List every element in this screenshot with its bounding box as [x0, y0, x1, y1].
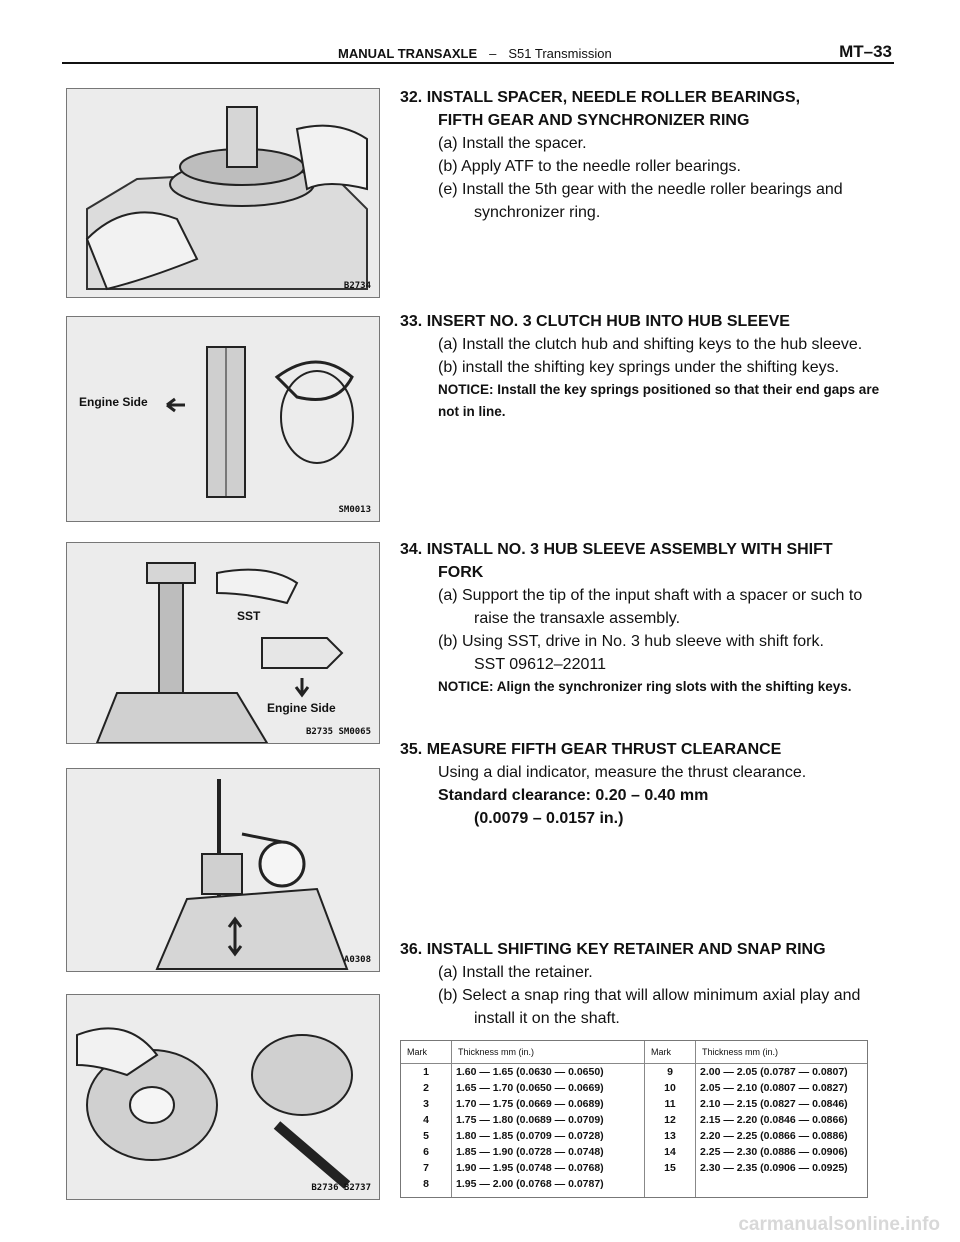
- sst-label: SST: [237, 609, 261, 623]
- step-36: [400, 938, 890, 1030]
- table-cell: 7: [423, 1162, 429, 1174]
- step-34: [400, 538, 890, 698]
- table-cell: 9: [667, 1066, 673, 1078]
- step-title: 34. INSTALL NO. 3 HUB SLEEVE ASSEMBLY WITH SHIFT: [400, 541, 833, 558]
- table-cell: 1.60 — 1.65 (0.0630 — 0.0650): [456, 1066, 604, 1078]
- engine-side-label: Engine Side: [79, 395, 148, 409]
- substep-e: (e) Install the 5th gear with the needle roller bearings and synchronizer ring.: [438, 181, 843, 221]
- figure-illustration: [67, 769, 379, 971]
- table-cell: 15: [664, 1162, 676, 1174]
- thickness-right: [696, 1064, 868, 1198]
- table-cell: 13: [664, 1130, 676, 1142]
- table-cell: 6: [423, 1146, 429, 1158]
- table-cell: 1.80 — 1.85 (0.0709 — 0.0728): [456, 1130, 604, 1142]
- marks-right: [645, 1064, 696, 1198]
- step-32: [400, 86, 890, 224]
- substep-b: (b) Apply ATF to the needle roller bearings.: [438, 158, 741, 175]
- figure-illustration: [67, 995, 379, 1199]
- substep-b: (b) install the shifting key springs under the shifting keys.: [438, 359, 840, 376]
- column-header-thickness: Thickness mm (in.): [452, 1041, 645, 1064]
- header-separator: –: [489, 46, 497, 61]
- substep-a: (a) Support the tip of the input shaft with a spacer or such to raise the transaxle assembly.: [438, 587, 863, 627]
- step-title: 33. INSERT NO. 3 CLUTCH HUB INTO HUB SLEEVE: [400, 313, 790, 330]
- table-cell: 3: [423, 1098, 429, 1110]
- table-cell: 1.75 — 1.80 (0.0689 — 0.0709): [456, 1114, 604, 1126]
- column-header-thickness: Thickness mm (in.): [696, 1041, 868, 1064]
- table-cell: 8: [423, 1178, 429, 1190]
- figure-code: SM0013: [338, 505, 371, 515]
- table-cell: 1.65 — 1.70 (0.0650 — 0.0669): [456, 1082, 604, 1094]
- page-number: MT–33: [839, 42, 892, 61]
- table-cell: 1: [423, 1066, 429, 1078]
- table-cell: 4: [423, 1114, 429, 1126]
- figure-sst-drive: [66, 542, 380, 744]
- table-cell: 1.70 — 1.75 (0.0669 — 0.0689): [456, 1098, 604, 1110]
- table-cell: 1.85 — 1.90 (0.0728 — 0.0748): [456, 1146, 604, 1158]
- table-cell: 2: [423, 1082, 429, 1094]
- step-35: [400, 738, 890, 830]
- figure-fifth-gear-install: [66, 88, 380, 298]
- table-body-row: [401, 1064, 867, 1198]
- snap-ring-table: [400, 1040, 868, 1198]
- thickness-left: [452, 1064, 645, 1198]
- step-title: 32. INSTALL SPACER, NEEDLE ROLLER BEARINGS,: [400, 89, 801, 106]
- column-header-mark: Mark: [401, 1041, 452, 1064]
- engine-side-label: Engine Side: [267, 701, 336, 715]
- figure-illustration: [67, 89, 379, 297]
- table-header-row: [401, 1041, 867, 1064]
- table-cell: 2.05 — 2.10 (0.0807 — 0.0827): [700, 1082, 848, 1094]
- substep-a: (a) Install the retainer.: [438, 964, 593, 981]
- substep-b: (b) Select a snap ring that will allow minimum axial play and install it on the shaft.: [438, 987, 861, 1027]
- figure-code: B2735 SM0065: [305, 727, 371, 737]
- standard-clearance-inch: (0.0079 – 0.0157 in.): [474, 810, 624, 827]
- watermark: carmanualsonline.info: [738, 1214, 940, 1235]
- step-title-cont: FORK: [438, 564, 484, 581]
- table-cell: 2.25 — 2.30 (0.0886 — 0.0906): [700, 1146, 848, 1158]
- column-header-mark: Mark: [645, 1041, 696, 1064]
- running-header: [338, 46, 612, 61]
- marks-left: [401, 1064, 452, 1198]
- step-33: [400, 310, 890, 423]
- table-cell: 1.90 — 1.95 (0.0748 — 0.0768): [456, 1162, 604, 1174]
- header-rule: [62, 62, 894, 64]
- figure-snap-ring: [66, 994, 380, 1200]
- table-cell: 11: [664, 1098, 676, 1110]
- table-cell: 2.10 — 2.15 (0.0827 — 0.0846): [700, 1098, 848, 1110]
- figure-clutch-hub: [66, 316, 380, 522]
- table-cell: 2.30 — 2.35 (0.0906 — 0.0925): [700, 1162, 848, 1174]
- substep-a: (a) Install the spacer.: [438, 135, 587, 152]
- table-cell: 5: [423, 1130, 429, 1142]
- substep-a: (a) Install the clutch hub and shifting keys to the hub sleeve.: [438, 336, 863, 353]
- table-cell: 1.95 — 2.00 (0.0768 — 0.0787): [456, 1178, 604, 1190]
- figure-code: A0308: [343, 955, 371, 965]
- step-title: 36. INSTALL SHIFTING KEY RETAINER AND SNAP RING: [400, 941, 826, 958]
- table-cell: 2.15 — 2.20 (0.0846 — 0.0866): [700, 1114, 848, 1126]
- figure-dial-indicator: [66, 768, 380, 972]
- figure-code: B2736 B2737: [311, 1183, 371, 1193]
- table-cell: 10: [664, 1082, 676, 1094]
- table-cell: 12: [664, 1114, 676, 1126]
- figure-code: B2734: [343, 281, 371, 291]
- subsection-title: S51 Transmission: [508, 46, 612, 61]
- substep-b: (b) Using SST, drive in No. 3 hub sleeve with shift fork.: [438, 633, 824, 650]
- table-cell: 14: [664, 1146, 676, 1158]
- step-title-cont: FIFTH GEAR AND SYNCHRONIZER RING: [438, 112, 750, 129]
- standard-clearance: Standard clearance: 0.20 – 0.40 mm: [438, 787, 709, 804]
- step-title: 35. MEASURE FIFTH GEAR THRUST CLEARANCE: [400, 741, 782, 758]
- notice-text: NOTICE: Align the synchronizer ring slots with the shifting keys.: [438, 679, 852, 694]
- table-cell: 2.00 — 2.05 (0.0787 — 0.0807): [700, 1066, 848, 1078]
- section-title: MANUAL TRANSAXLE: [338, 46, 478, 61]
- notice-text: NOTICE: Install the key springs positioned so that their end gaps are not in line.: [438, 382, 880, 419]
- sst-number: SST 09612–22011: [474, 656, 606, 673]
- step-text: Using a dial indicator, measure the thrust clearance.: [438, 764, 807, 781]
- table-cell: 2.20 — 2.25 (0.0866 — 0.0886): [700, 1130, 848, 1142]
- figure-illustration: [67, 317, 379, 521]
